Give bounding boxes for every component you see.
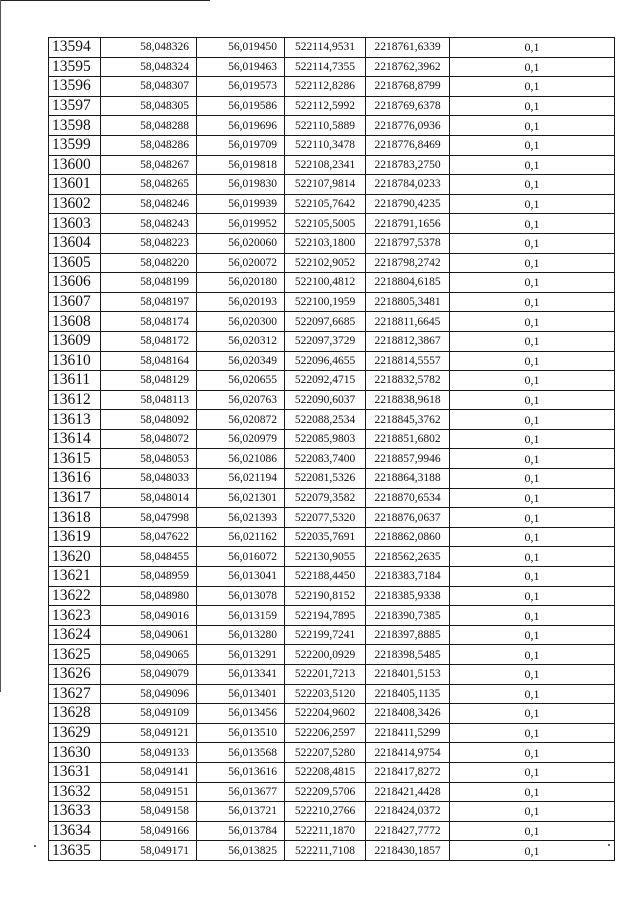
longitude-cell: 56,013041 [197, 567, 285, 587]
x-coordinate-cell: 522190,8152 [285, 586, 366, 606]
point-number-cell: 13613 [49, 410, 101, 430]
accuracy-cell: 0,1 [450, 38, 615, 58]
longitude-cell: 56,019573 [197, 77, 285, 97]
x-coordinate-cell: 522203,5120 [285, 684, 366, 704]
table-row [49, 567, 615, 587]
latitude-cell: 58,048053 [101, 449, 197, 469]
y-coordinate-cell: 2218421,4428 [366, 782, 450, 802]
table-row [49, 116, 615, 136]
latitude-cell: 58,048072 [101, 429, 197, 449]
latitude-cell: 58,049061 [101, 625, 197, 645]
point-number-cell: 13632 [49, 782, 101, 802]
accuracy-cell: 0,1 [450, 410, 615, 430]
longitude-cell: 56,020312 [197, 331, 285, 351]
y-coordinate-cell: 2218768,8799 [366, 77, 450, 97]
coordinate-table [48, 37, 615, 861]
point-number-cell: 13594 [49, 38, 101, 58]
y-coordinate-cell: 2218383,7184 [366, 567, 450, 587]
x-coordinate-cell: 522112,5992 [285, 96, 366, 116]
x-coordinate-cell: 522206,2597 [285, 723, 366, 743]
longitude-cell: 56,013616 [197, 762, 285, 782]
latitude-cell: 58,049109 [101, 704, 197, 724]
y-coordinate-cell: 2218797,5378 [366, 233, 450, 253]
accuracy-cell: 0,1 [450, 684, 615, 704]
table-row [49, 821, 615, 841]
point-number-cell: 13620 [49, 547, 101, 567]
point-number-cell: 13597 [49, 96, 101, 116]
y-coordinate-cell: 2218864,3188 [366, 469, 450, 489]
table-row [49, 194, 615, 214]
x-coordinate-cell: 522207,5280 [285, 743, 366, 763]
longitude-cell: 56,019952 [197, 214, 285, 234]
y-coordinate-cell: 2218870,6534 [366, 488, 450, 508]
table-row [49, 625, 615, 645]
point-number-cell: 13606 [49, 273, 101, 293]
latitude-cell: 58,048326 [101, 38, 197, 58]
latitude-cell: 58,048305 [101, 96, 197, 116]
longitude-cell: 56,013280 [197, 625, 285, 645]
table-body [49, 38, 615, 861]
x-coordinate-cell: 522201,7213 [285, 665, 366, 685]
longitude-cell: 56,019709 [197, 135, 285, 155]
latitude-cell: 58,048286 [101, 135, 197, 155]
table-row [49, 253, 615, 273]
point-number-cell: 13616 [49, 469, 101, 489]
latitude-cell: 58,048267 [101, 155, 197, 175]
point-number-cell: 13627 [49, 684, 101, 704]
x-coordinate-cell: 522100,1959 [285, 292, 366, 312]
table-row [49, 449, 615, 469]
y-coordinate-cell: 2218562,2635 [366, 547, 450, 567]
longitude-cell: 56,021194 [197, 469, 285, 489]
latitude-cell: 58,048033 [101, 469, 197, 489]
y-coordinate-cell: 2218398,5485 [366, 645, 450, 665]
latitude-cell: 58,048220 [101, 253, 197, 273]
top-rule [0, 0, 210, 1]
x-coordinate-cell: 522103,1800 [285, 233, 366, 253]
longitude-cell: 56,013159 [197, 606, 285, 626]
accuracy-cell: 0,1 [450, 723, 615, 743]
accuracy-cell: 0,1 [450, 233, 615, 253]
y-coordinate-cell: 2218857,9946 [366, 449, 450, 469]
y-coordinate-cell: 2218776,8469 [366, 135, 450, 155]
point-number-cell: 13615 [49, 449, 101, 469]
table-row [49, 312, 615, 332]
longitude-cell: 56,013341 [197, 665, 285, 685]
x-coordinate-cell: 522079,3582 [285, 488, 366, 508]
table-row [49, 273, 615, 293]
y-coordinate-cell: 2218783,2750 [366, 155, 450, 175]
point-number-cell: 13603 [49, 214, 101, 234]
scan-speck [34, 845, 36, 847]
y-coordinate-cell: 2218845,3762 [366, 410, 450, 430]
table-row [49, 233, 615, 253]
point-number-cell: 13607 [49, 292, 101, 312]
accuracy-cell: 0,1 [450, 488, 615, 508]
point-number-cell: 13605 [49, 253, 101, 273]
x-coordinate-cell: 522194,7895 [285, 606, 366, 626]
accuracy-cell: 0,1 [450, 175, 615, 195]
longitude-cell: 56,021393 [197, 508, 285, 528]
accuracy-cell: 0,1 [450, 253, 615, 273]
x-coordinate-cell: 522102,9052 [285, 253, 366, 273]
table-row [49, 586, 615, 606]
y-coordinate-cell: 2218776,0936 [366, 116, 450, 136]
longitude-cell: 56,020072 [197, 253, 285, 273]
point-number-cell: 13635 [49, 841, 101, 861]
table-row [49, 331, 615, 351]
x-coordinate-cell: 522210,2766 [285, 802, 366, 822]
longitude-cell: 56,020979 [197, 429, 285, 449]
accuracy-cell: 0,1 [450, 292, 615, 312]
table-row [49, 508, 615, 528]
x-coordinate-cell: 522110,3478 [285, 135, 366, 155]
x-coordinate-cell: 522097,6685 [285, 312, 366, 332]
accuracy-cell: 0,1 [450, 429, 615, 449]
y-coordinate-cell: 2218408,3426 [366, 704, 450, 724]
longitude-cell: 56,020872 [197, 410, 285, 430]
y-coordinate-cell: 2218414,9754 [366, 743, 450, 763]
x-coordinate-cell: 522100,4812 [285, 273, 366, 293]
point-number-cell: 13617 [49, 488, 101, 508]
x-coordinate-cell: 522035,7691 [285, 527, 366, 547]
table-row [49, 782, 615, 802]
accuracy-cell: 0,1 [450, 214, 615, 234]
point-number-cell: 13626 [49, 665, 101, 685]
x-coordinate-cell: 522114,7355 [285, 57, 366, 77]
table-row [49, 292, 615, 312]
table-row [49, 723, 615, 743]
longitude-cell: 56,020763 [197, 390, 285, 410]
point-number-cell: 13600 [49, 155, 101, 175]
latitude-cell: 58,049065 [101, 645, 197, 665]
y-coordinate-cell: 2218430,1857 [366, 841, 450, 861]
y-coordinate-cell: 2218876,0637 [366, 508, 450, 528]
x-coordinate-cell: 522097,3729 [285, 331, 366, 351]
table-row [49, 488, 615, 508]
x-coordinate-cell: 522114,9531 [285, 38, 366, 58]
accuracy-cell: 0,1 [450, 743, 615, 763]
latitude-cell: 58,049171 [101, 841, 197, 861]
accuracy-cell: 0,1 [450, 665, 615, 685]
y-coordinate-cell: 2218804,6185 [366, 273, 450, 293]
table-row [49, 351, 615, 371]
longitude-cell: 56,013510 [197, 723, 285, 743]
longitude-cell: 56,020655 [197, 371, 285, 391]
accuracy-cell: 0,1 [450, 469, 615, 489]
x-coordinate-cell: 522208,4815 [285, 762, 366, 782]
x-coordinate-cell: 522088,2534 [285, 410, 366, 430]
point-number-cell: 13623 [49, 606, 101, 626]
accuracy-cell: 0,1 [450, 547, 615, 567]
accuracy-cell: 0,1 [450, 116, 615, 136]
table-row [49, 371, 615, 391]
x-coordinate-cell: 522090,6037 [285, 390, 366, 410]
longitude-cell: 56,013568 [197, 743, 285, 763]
longitude-cell: 56,013784 [197, 821, 285, 841]
accuracy-cell: 0,1 [450, 645, 615, 665]
x-coordinate-cell: 522105,5005 [285, 214, 366, 234]
latitude-cell: 58,049133 [101, 743, 197, 763]
accuracy-cell: 0,1 [450, 762, 615, 782]
latitude-cell: 58,049016 [101, 606, 197, 626]
latitude-cell: 58,047622 [101, 527, 197, 547]
point-number-cell: 13609 [49, 331, 101, 351]
point-number-cell: 13598 [49, 116, 101, 136]
table-row [49, 57, 615, 77]
table-row [49, 841, 615, 861]
longitude-cell: 56,019939 [197, 194, 285, 214]
accuracy-cell: 0,1 [450, 390, 615, 410]
x-coordinate-cell: 522209,5706 [285, 782, 366, 802]
latitude-cell: 58,048324 [101, 57, 197, 77]
y-coordinate-cell: 2218814,5557 [366, 351, 450, 371]
table-row [49, 135, 615, 155]
longitude-cell: 56,019696 [197, 116, 285, 136]
latitude-cell: 58,048959 [101, 567, 197, 587]
longitude-cell: 56,013456 [197, 704, 285, 724]
x-coordinate-cell: 522107,9814 [285, 175, 366, 195]
accuracy-cell: 0,1 [450, 586, 615, 606]
accuracy-cell: 0,1 [450, 606, 615, 626]
table-row [49, 429, 615, 449]
x-coordinate-cell: 522108,2341 [285, 155, 366, 175]
accuracy-cell: 0,1 [450, 135, 615, 155]
accuracy-cell: 0,1 [450, 841, 615, 861]
table-row [49, 410, 615, 430]
table-row [49, 469, 615, 489]
accuracy-cell: 0,1 [450, 508, 615, 528]
longitude-cell: 56,020193 [197, 292, 285, 312]
latitude-cell: 58,048174 [101, 312, 197, 332]
latitude-cell: 58,048129 [101, 371, 197, 391]
longitude-cell: 56,019818 [197, 155, 285, 175]
point-number-cell: 13601 [49, 175, 101, 195]
y-coordinate-cell: 2218762,3962 [366, 57, 450, 77]
y-coordinate-cell: 2218791,1656 [366, 214, 450, 234]
point-number-cell: 13629 [49, 723, 101, 743]
accuracy-cell: 0,1 [450, 821, 615, 841]
longitude-cell: 56,013078 [197, 586, 285, 606]
y-coordinate-cell: 2218417,8272 [366, 762, 450, 782]
table-row [49, 547, 615, 567]
y-coordinate-cell: 2218851,6802 [366, 429, 450, 449]
point-number-cell: 13614 [49, 429, 101, 449]
accuracy-cell: 0,1 [450, 194, 615, 214]
y-coordinate-cell: 2218805,3481 [366, 292, 450, 312]
x-coordinate-cell: 522211,1870 [285, 821, 366, 841]
point-number-cell: 13595 [49, 57, 101, 77]
y-coordinate-cell: 2218798,2742 [366, 253, 450, 273]
table-row [49, 665, 615, 685]
point-number-cell: 13634 [49, 821, 101, 841]
point-number-cell: 13604 [49, 233, 101, 253]
latitude-cell: 58,048164 [101, 351, 197, 371]
table-row [49, 390, 615, 410]
y-coordinate-cell: 2218811,6645 [366, 312, 450, 332]
accuracy-cell: 0,1 [450, 273, 615, 293]
left-scan-edge [0, 0, 1, 692]
point-number-cell: 13596 [49, 77, 101, 97]
point-number-cell: 13628 [49, 704, 101, 724]
latitude-cell: 58,048265 [101, 175, 197, 195]
x-coordinate-cell: 522083,7400 [285, 449, 366, 469]
point-number-cell: 13612 [49, 390, 101, 410]
table-row [49, 77, 615, 97]
table-row [49, 645, 615, 665]
accuracy-cell: 0,1 [450, 371, 615, 391]
longitude-cell: 56,021162 [197, 527, 285, 547]
accuracy-cell: 0,1 [450, 351, 615, 371]
point-number-cell: 13602 [49, 194, 101, 214]
latitude-cell: 58,049096 [101, 684, 197, 704]
longitude-cell: 56,020180 [197, 273, 285, 293]
point-number-cell: 13622 [49, 586, 101, 606]
table-row [49, 527, 615, 547]
accuracy-cell: 0,1 [450, 704, 615, 724]
y-coordinate-cell: 2218790,4235 [366, 194, 450, 214]
longitude-cell: 56,019463 [197, 57, 285, 77]
longitude-cell: 56,013677 [197, 782, 285, 802]
table-row [49, 802, 615, 822]
x-coordinate-cell: 522188,4450 [285, 567, 366, 587]
latitude-cell: 58,048092 [101, 410, 197, 430]
latitude-cell: 58,049121 [101, 723, 197, 743]
accuracy-cell: 0,1 [450, 96, 615, 116]
x-coordinate-cell: 522092,4715 [285, 371, 366, 391]
longitude-cell: 56,020349 [197, 351, 285, 371]
longitude-cell: 56,013291 [197, 645, 285, 665]
latitude-cell: 58,048288 [101, 116, 197, 136]
longitude-cell: 56,020060 [197, 233, 285, 253]
longitude-cell: 56,019450 [197, 38, 285, 58]
point-number-cell: 13599 [49, 135, 101, 155]
longitude-cell: 56,013401 [197, 684, 285, 704]
x-coordinate-cell: 522105,7642 [285, 194, 366, 214]
y-coordinate-cell: 2218390,7385 [366, 606, 450, 626]
y-coordinate-cell: 2218397,8885 [366, 625, 450, 645]
longitude-cell: 56,019586 [197, 96, 285, 116]
point-number-cell: 13611 [49, 371, 101, 391]
accuracy-cell: 0,1 [450, 527, 615, 547]
table-row [49, 704, 615, 724]
latitude-cell: 58,048243 [101, 214, 197, 234]
table-row [49, 38, 615, 58]
y-coordinate-cell: 2218424,0372 [366, 802, 450, 822]
accuracy-cell: 0,1 [450, 567, 615, 587]
latitude-cell: 58,047998 [101, 508, 197, 528]
point-number-cell: 13624 [49, 625, 101, 645]
longitude-cell: 56,016072 [197, 547, 285, 567]
longitude-cell: 56,021301 [197, 488, 285, 508]
y-coordinate-cell: 2218862,0860 [366, 527, 450, 547]
table-row [49, 762, 615, 782]
latitude-cell: 58,049079 [101, 665, 197, 685]
latitude-cell: 58,049166 [101, 821, 197, 841]
accuracy-cell: 0,1 [450, 155, 615, 175]
table-row [49, 175, 615, 195]
longitude-cell: 56,013721 [197, 802, 285, 822]
accuracy-cell: 0,1 [450, 449, 615, 469]
longitude-cell: 56,020300 [197, 312, 285, 332]
accuracy-cell: 0,1 [450, 57, 615, 77]
latitude-cell: 58,048223 [101, 233, 197, 253]
accuracy-cell: 0,1 [450, 802, 615, 822]
table-row [49, 214, 615, 234]
x-coordinate-cell: 522085,9803 [285, 429, 366, 449]
latitude-cell: 58,048172 [101, 331, 197, 351]
x-coordinate-cell: 522112,8286 [285, 77, 366, 97]
y-coordinate-cell: 2218401,5153 [366, 665, 450, 685]
latitude-cell: 58,049141 [101, 762, 197, 782]
latitude-cell: 58,048199 [101, 273, 197, 293]
accuracy-cell: 0,1 [450, 77, 615, 97]
point-number-cell: 13625 [49, 645, 101, 665]
y-coordinate-cell: 2218838,9618 [366, 390, 450, 410]
y-coordinate-cell: 2218812,3867 [366, 331, 450, 351]
latitude-cell: 58,048246 [101, 194, 197, 214]
longitude-cell: 56,013825 [197, 841, 285, 861]
point-number-cell: 13608 [49, 312, 101, 332]
x-coordinate-cell: 522081,5326 [285, 469, 366, 489]
y-coordinate-cell: 2218385,9338 [366, 586, 450, 606]
accuracy-cell: 0,1 [450, 331, 615, 351]
table-row [49, 155, 615, 175]
latitude-cell: 58,048980 [101, 586, 197, 606]
latitude-cell: 58,048014 [101, 488, 197, 508]
x-coordinate-cell: 522096,4655 [285, 351, 366, 371]
point-number-cell: 13610 [49, 351, 101, 371]
latitude-cell: 58,048197 [101, 292, 197, 312]
latitude-cell: 58,048113 [101, 390, 197, 410]
x-coordinate-cell: 522200,0929 [285, 645, 366, 665]
table-row [49, 743, 615, 763]
accuracy-cell: 0,1 [450, 782, 615, 802]
longitude-cell: 56,019830 [197, 175, 285, 195]
latitude-cell: 58,048455 [101, 547, 197, 567]
point-number-cell: 13619 [49, 527, 101, 547]
point-number-cell: 13630 [49, 743, 101, 763]
point-number-cell: 13621 [49, 567, 101, 587]
y-coordinate-cell: 2218832,5782 [366, 371, 450, 391]
x-coordinate-cell: 522130,9055 [285, 547, 366, 567]
latitude-cell: 58,049158 [101, 802, 197, 822]
latitude-cell: 58,049151 [101, 782, 197, 802]
point-number-cell: 13631 [49, 762, 101, 782]
longitude-cell: 56,021086 [197, 449, 285, 469]
x-coordinate-cell: 522199,7241 [285, 625, 366, 645]
y-coordinate-cell: 2218427,7772 [366, 821, 450, 841]
y-coordinate-cell: 2218784,0233 [366, 175, 450, 195]
latitude-cell: 58,048307 [101, 77, 197, 97]
y-coordinate-cell: 2218769,6378 [366, 96, 450, 116]
x-coordinate-cell: 522110,5889 [285, 116, 366, 136]
table-row [49, 684, 615, 704]
table-row [49, 606, 615, 626]
y-coordinate-cell: 2218761,6339 [366, 38, 450, 58]
table-row [49, 96, 615, 116]
x-coordinate-cell: 522077,5320 [285, 508, 366, 528]
accuracy-cell: 0,1 [450, 312, 615, 332]
x-coordinate-cell: 522211,7108 [285, 841, 366, 861]
y-coordinate-cell: 2218411,5299 [366, 723, 450, 743]
x-coordinate-cell: 522204,9602 [285, 704, 366, 724]
accuracy-cell: 0,1 [450, 625, 615, 645]
y-coordinate-cell: 2218405,1135 [366, 684, 450, 704]
point-number-cell: 13618 [49, 508, 101, 528]
point-number-cell: 13633 [49, 802, 101, 822]
